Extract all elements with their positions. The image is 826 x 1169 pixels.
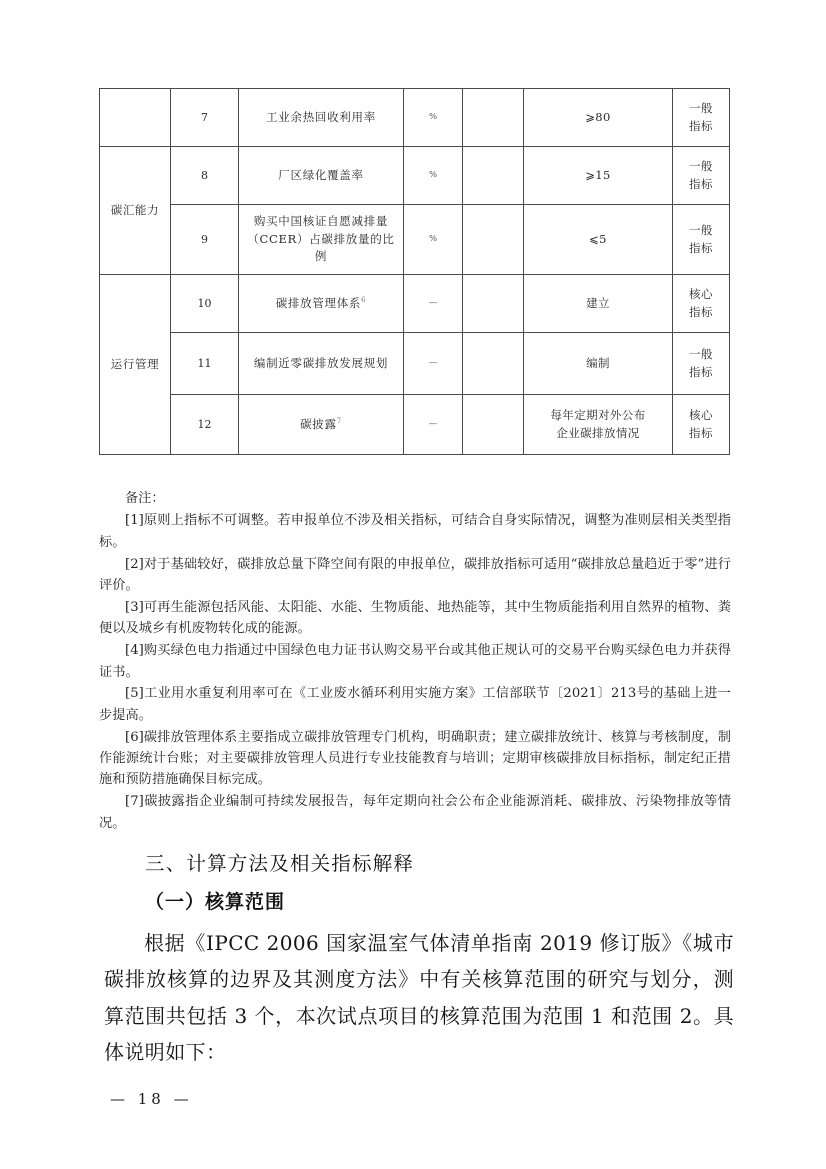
- cell-category: 碳汇能力: [100, 147, 171, 275]
- subsection-heading-3-1: （一）核算范围: [145, 891, 286, 913]
- cell-indicator: 厂区绿化覆盖率: [239, 147, 404, 205]
- cell-type: [673, 147, 730, 205]
- footnote-item-4: [4]购买绿色电力指通过中国绿色电力证书认购交易平台或其他正规认可的交易平台购买绿色电力并获得证书。: [99, 643, 731, 680]
- cell-unit: %: [404, 205, 463, 275]
- cell-extra: [463, 395, 524, 455]
- cell-value-line2: 企业碳排放情况: [556, 425, 640, 440]
- footnote-item-1: [1]原则上指标不可调整。若申报单位不涉及相关指标，可结合自身实际情况，调整为准则层相关类型指标。: [99, 513, 731, 550]
- cell-extra: [463, 333, 524, 395]
- cell-indicator-text: 碳披露: [300, 416, 337, 431]
- footnote-item-5: [5]工业用水重复利用率可在《工业废水循环利用实施方案》工信部联节〔2021〕213号的基础上进一步提高。: [99, 686, 731, 723]
- table-row: [100, 275, 730, 333]
- cell-value: ⩾15: [524, 147, 673, 205]
- footnotes-label: 备注：: [125, 491, 165, 506]
- indicator-table-container: [99, 88, 729, 455]
- cell-indicator-text: 碳排放管理体系: [275, 295, 362, 310]
- cell-type-line1: 核心: [689, 407, 713, 422]
- cell-value: ⩽5: [524, 205, 673, 275]
- footnote-item-7: [7]碳披露指企业编制可持续发展报告，每年定期向社会公布企业能源消耗、碳排放、污染物排放等情况。: [99, 794, 731, 831]
- cell-unit: %: [404, 147, 463, 205]
- cell-indicator: [239, 275, 404, 333]
- cell-type-line2: 指标: [689, 176, 713, 191]
- cell-type: [673, 275, 730, 333]
- cell-value: ⩾80: [524, 89, 673, 147]
- cell-extra: [463, 205, 524, 275]
- cell-unit: —: [404, 275, 463, 333]
- cell-number: 8: [171, 147, 239, 205]
- cell-number: 7: [171, 89, 239, 147]
- table-row: [100, 147, 730, 205]
- footnote-marker: 6: [361, 295, 367, 304]
- cell-type-line1: 一般: [689, 346, 713, 361]
- cell-indicator: 购买中国核证自愿减排量（CCER）占碳排放量的比例: [239, 205, 404, 275]
- cell-value-line1: 每年定期对外公布: [550, 407, 646, 422]
- cell-type-line2: 指标: [689, 240, 713, 255]
- table-row: [100, 333, 730, 395]
- section-heading-3: 三、计算方法及相关指标解释: [145, 852, 415, 875]
- body-paragraph: 根据《IPCC 2006 国家温室气体清单指南 2019 修订版》《城市碳排放核算的边界及其测度方法》中有关核算范围的研究与划分，测算范围共包括 3 个，本次试点项目的核算范围为范围 1 和范围 2。具体说明如下：: [104, 931, 734, 1065]
- cell-indicator: [239, 395, 404, 455]
- footnote-marker: 7: [336, 416, 342, 425]
- cell-number: 10: [171, 275, 239, 333]
- footnote-item-2: [2]对于基础较好，碳排放总量下降空间有限的申报单位，碳排放指标可适用“碳排放总量趋近于零”进行评价。: [99, 556, 731, 593]
- cell-value: 建立: [524, 275, 673, 333]
- cell-type-line1: 一般: [689, 222, 713, 237]
- cell-type-line1: 一般: [689, 158, 713, 173]
- cell-type-line1: 核心: [689, 286, 713, 301]
- cell-category: [100, 89, 171, 147]
- cell-type-line2: 指标: [689, 304, 713, 319]
- table-row: [100, 395, 730, 455]
- footnote-item-3: [3]可再生能源包括风能、太阳能、水能、生物质能、地热能等，其中生物质能指利用自然界的植物、粪便以及城乡有机废物转化成的能源。: [99, 599, 731, 637]
- cell-type-line2: 指标: [689, 425, 713, 440]
- cell-category: 运行管理: [100, 275, 171, 455]
- cell-type-line2: 指标: [689, 364, 713, 379]
- cell-unit: %: [404, 89, 463, 147]
- cell-extra: [463, 89, 524, 147]
- cell-type-line1: 一般: [689, 100, 713, 115]
- table-row: [100, 205, 730, 275]
- cell-indicator: 工业余热回收利用率: [239, 89, 404, 147]
- cell-value: 编制: [524, 333, 673, 395]
- indicator-table: [99, 88, 730, 455]
- cell-type: [673, 89, 730, 147]
- cell-type: [673, 395, 730, 455]
- footnote-item-6: [6]碳排放管理体系主要指成立碳排放管理专门机构，明确职责；建立碳排放统计、核算与考核制度，制作能源统计台账；对主要碳排放管理人员进行专业技能教育与培训；定期审核碳排放目标指标，制定纪正措施和预防措施确保目标完成。: [99, 729, 731, 788]
- cell-indicator: 编制近零碳排放发展规划: [239, 333, 404, 395]
- cell-number: 9: [171, 205, 239, 275]
- cell-type: [673, 333, 730, 395]
- cell-number: 11: [171, 333, 239, 395]
- cell-value: [524, 395, 673, 455]
- cell-extra: [463, 275, 524, 333]
- page-number-footer: — 18 —: [110, 1090, 193, 1108]
- table-row: [100, 89, 730, 147]
- cell-number: 12: [171, 395, 239, 455]
- cell-type: [673, 205, 730, 275]
- cell-unit: —: [404, 333, 463, 395]
- cell-type-line2: 指标: [689, 118, 713, 133]
- cell-extra: [463, 147, 524, 205]
- table-footnotes: [99, 488, 731, 835]
- cell-unit: —: [404, 395, 463, 455]
